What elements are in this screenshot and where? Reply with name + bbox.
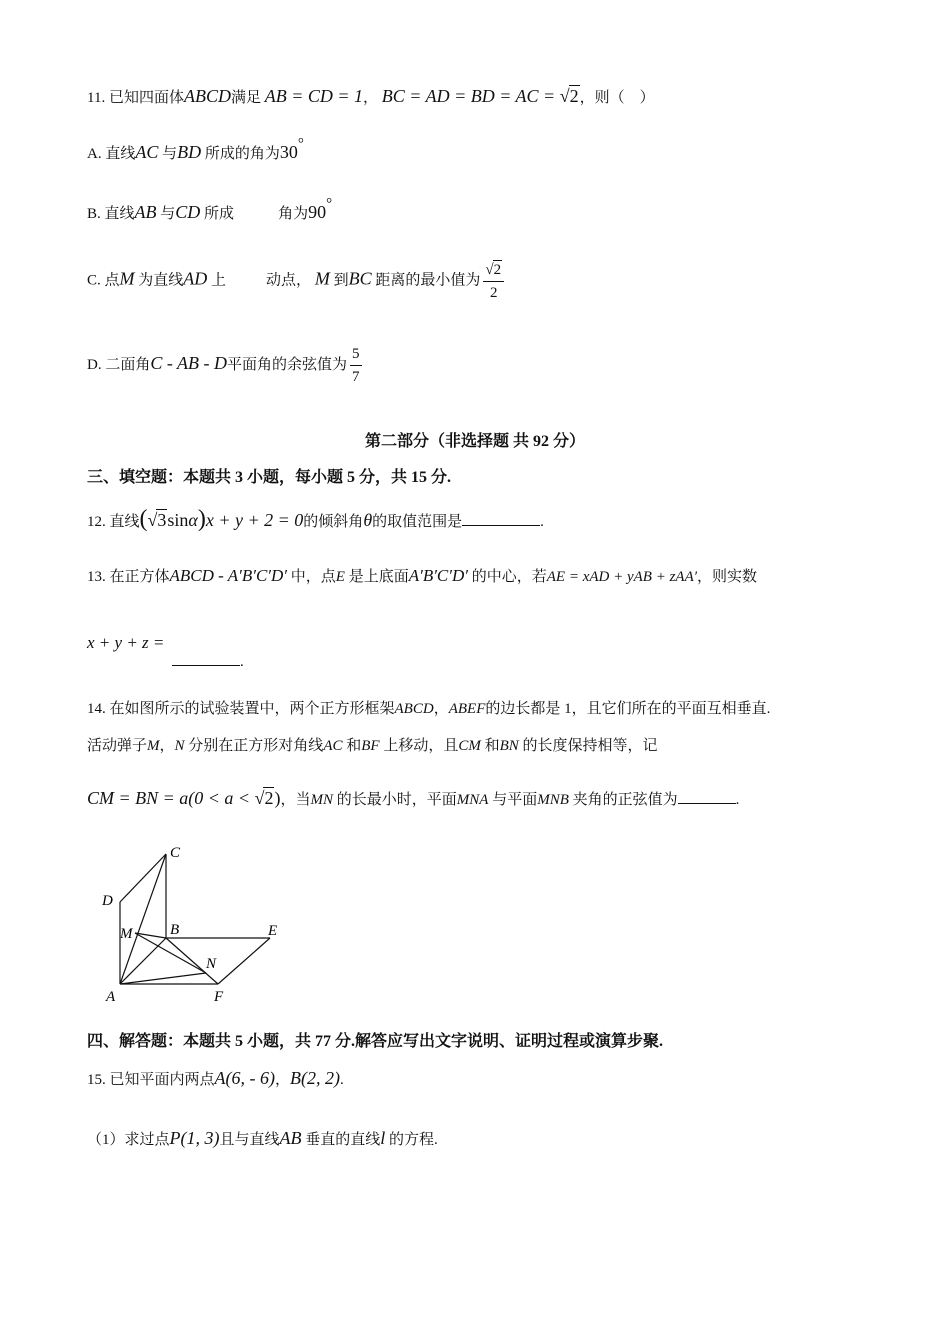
q13-answer [172,650,244,671]
opt-b-degree: ° [326,196,333,212]
q11-cond2: BC = AD = BD = AC = [381,86,560,106]
q14-line1 [87,700,770,718]
q14-expression: CM = BN = a(0 < a < [87,788,255,808]
q12-prefix: 12. 直线 [87,514,140,530]
q12-end: . [540,514,544,530]
opt-c-point2: M [314,268,330,289]
q14-abef: ABEF [448,701,486,717]
section4-title: 四、解答题：本题共 5 小题，共 77 分.解答应写出文字说明、证明过程或演算步聚. [87,1033,664,1050]
q15-sub1-text2: 垂直的直线 [305,1132,381,1148]
q11-cond1: AB = CD = 1 [264,86,364,106]
q12-alpha: α [188,510,198,530]
q15-line-ab: AB [279,1128,302,1148]
q15-sub1-prefix: （1）求过点 [87,1132,170,1148]
q11-cond-label: 满足 [230,90,261,106]
opt-a-degree: ° [297,136,304,152]
q12-text1: 的倾斜角 [303,514,364,530]
q14-answer-blank[interactable] [678,788,736,804]
q11-option-a [87,136,304,164]
q11-tetrahedron: ABCD [183,86,231,106]
opt-b-text2: 角为 [278,206,309,222]
q13-face: A′B′C′D′ [408,566,468,585]
opt-b-line2: CD [175,202,201,222]
opt-b-text1: 所成 [204,206,235,222]
opt-b-line1: AB [134,202,157,222]
opt-c-line: AD [183,268,208,289]
q11-tail: ，则（ ） [579,90,655,106]
opt-c-text4: 到 [333,272,349,289]
opt-d-frac-num: 5 [350,345,362,366]
q14-text3b: 的长最小时，平面 [336,792,457,808]
opt-d-text: 平面角的余弦值为 [227,356,348,373]
opt-c-text3: 动点， [266,272,312,289]
q15-point-p: P(1, 3) [169,1128,220,1148]
q13-end: . [240,654,244,670]
q14-abcd: ABCD [394,701,434,717]
opt-b-mid: 与 [160,206,176,222]
q14-text2d: 的长度保持相等，记 [522,738,658,754]
q13-sum: x + y + z = [87,633,165,652]
opt-b-angle: 90 [308,202,327,222]
q12-sin: sin [167,510,189,530]
edge-ac [120,854,166,984]
segment-an [120,973,206,984]
label-c: C [170,845,181,861]
q14-bf: BF [361,738,380,754]
opt-c-frac-den: 2 [489,285,498,301]
q13-line2 [87,633,164,653]
opt-d-fraction [350,345,362,386]
q14-bn: BN [499,738,519,754]
q14-text2b: 分别在正方形对角线 [188,738,324,754]
q11-option-b [87,196,333,224]
label-b: B [170,922,180,938]
opt-c-fraction: $\frac{√2}{2}$ [483,260,504,302]
q13-text1: 中，点 [290,569,336,585]
q12-radicand: 3 [157,510,167,530]
q13-vector-eq: AE = xAD + yAB + zAA′ [546,569,698,585]
q14-mn: MN [310,792,333,808]
q14-ac: AC [323,738,343,754]
opt-c-line2: BC [348,268,372,289]
q14-mna: MNA [456,792,489,808]
opt-a-line1: AC [135,142,159,162]
opt-c-text2: 上 [211,272,227,289]
q14-end: . [735,792,740,808]
q13-answer-blank[interactable] [172,650,240,666]
edge-fe [218,938,270,984]
q13-text3: 的中心，若 [471,569,547,585]
opt-a-prefix: A. 直线 [87,146,136,162]
q12-answer-blank[interactable] [462,510,540,526]
q15-line-l: l [380,1128,386,1148]
opt-a-line2: BD [177,142,202,162]
opt-c-text5: 距离的最小值为 [375,272,481,289]
opt-c-prefix: C. 点 [87,272,120,289]
q12: 12. 直线(√3sinα)x + y + 2 = 0的倾斜角θ的取值范围是 . [87,506,544,532]
opt-a-mid: 与 [162,146,178,162]
segment-mn [135,933,206,973]
label-e: E [268,923,278,939]
opt-a-angle: 30 [279,142,298,162]
q14-n: N [174,738,185,754]
opt-c-frac-num: 2 [493,262,502,278]
q14-text2c: 上移动，且 [383,738,459,754]
q15-stem [87,1068,344,1090]
q15-point-a: A(6, - 6) [214,1068,275,1088]
label-m: M [120,926,133,942]
q15-sep: ， [275,1072,291,1088]
q14-text1: 14. 在如图所示的试验装置中，两个正方形框架 [87,701,395,717]
label-a: A [106,989,116,1005]
q15-prefix: 15. 已知平面内两点 [87,1072,215,1088]
q15-sub1-text1: 且与直线 [219,1132,280,1148]
q14-radicand: 2 [264,788,274,808]
opt-c-point: M [119,268,135,289]
q14-line2 [87,737,658,755]
q13-prefix: 13. 在正方体 [87,569,170,585]
q14-comma: ， [433,701,449,717]
edge-dc [120,854,166,902]
q15-sub1 [87,1128,438,1150]
q14-line3: CM = BN = a(0 < a < √2)，当MN 的长最小时，平面MNA 与平面MNB 夹角的正弦值为 . [87,788,740,808]
opt-d-prefix: D. 二面角 [87,356,151,373]
q15-point-b: B(2, 2) [290,1068,340,1088]
opt-d-frac-den: 7 [352,369,360,385]
q15-sub1-text3: 的方程. [389,1132,438,1148]
q14-text3c: 与平面 [492,792,538,808]
edge-ab [120,938,166,984]
q14-expr-end: ) [274,788,281,808]
q11-stem: 11. 已知四面体ABCD满足 AB = CD = 1， BC = AD = BD = AC = √2，则（ ） [87,86,655,106]
q14-text1b: 的边长都是 1，且它们所在的平面互相垂直. [485,701,771,717]
opt-b-prefix: B. 直线 [87,206,135,222]
q14-m: M [147,738,160,754]
q14-comma2: ， [159,738,175,754]
q14-text3a: ，当 [280,792,311,808]
q13-cube: ABCD - A′B′C′D′ [169,566,288,585]
label-f: F [214,989,224,1005]
q11-cond2-radicand: 2 [569,86,579,106]
section3-title: 三、填空题：本题共 3 小题，每小题 5 分，共 15 分. [87,469,452,486]
q15-end: . [340,1072,344,1088]
q14-figure [98,838,298,1008]
q13-point-e: E [335,569,345,585]
q14-text2a: 活动弹子 [87,738,148,754]
q14-mnb: MNB [537,792,569,808]
opt-c-text1: 为直线 [138,272,184,289]
part2-title: 第二部分（非选择题 共 92 分） [364,433,585,450]
q14-cm: CM [458,738,481,754]
q13-text2: 是上底面 [348,569,409,585]
q13-line1 [87,566,757,586]
opt-a-text: 所成的角为 [204,146,280,162]
label-n: N [206,956,217,972]
q11-option-c [87,260,504,302]
q14-he: 和 [346,738,362,754]
q12-expression: x + y + 2 = 0 [205,510,304,530]
opt-d-angle: C - AB - D [150,352,228,373]
q14-he2: 和 [484,738,500,754]
q13-text4: ，则实数 [697,569,758,585]
q12-text2: 的取值范围是 [372,514,463,530]
q11-number: 11. 已知四面体 [87,90,184,106]
q14-text3d: 夹角的正弦值为 [572,792,678,808]
q12-theta: θ [363,510,373,530]
q11-option-d [87,345,362,386]
label-d: D [102,893,113,909]
